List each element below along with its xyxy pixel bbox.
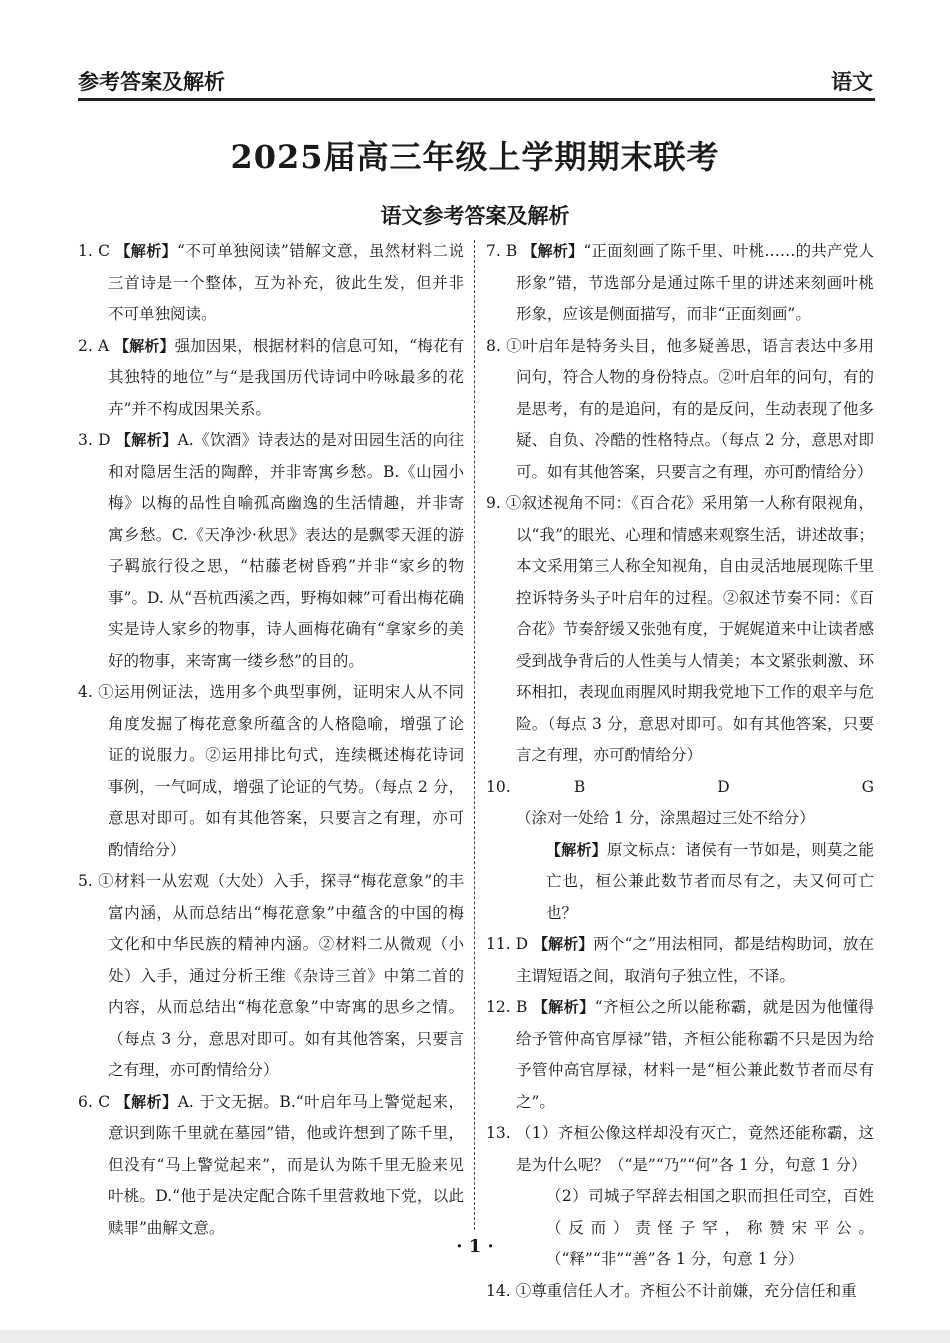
answer-text: “不可单独阅读”错解文意，虽然材料二说三首诗是一个整体，互为补充，彼此生发，但并非不可单独阅读。 — [108, 242, 464, 323]
answer-text: ①叙述视角不同：《百合花》采用第一人称有限视角，以“我”的眼光、心理和情感来观察生活，讲述故事；本文采用第三人称全知视角，自由灵活地展现陈千里控诉特务头子叶启年的过程。②叙述节奏不同：《百合花》节奏舒缓又张弛有度，于娓娓道来中让读者感受到战争背后的人性美与人情美；本文紧张刺激、环环相扣，表现血雨腥风时期我党地下工作的艰辛与危险。（每点 3 分，意思对即可。如有其他答案，只要言之有理，亦可酌情给分） — [505, 494, 874, 764]
answer-prefix: 2. A — [78, 336, 115, 355]
answer-item-14 — [486, 1276, 874, 1308]
page-header — [78, 62, 875, 101]
answer-text: ①材料一从宏观（大处）入手，探寻“梅花意象”的丰富内涵，从而总结出“梅花意象”中蕴含的中国的梅文化和中华民族的精神内涵。②材料二从微观（小处）入手，通过分析王维《杂诗三首》中第二首的内容，从而总结出“梅花意象”中寄寓的思乡之情。（每点 3 分，意思对即可。如有其他答案，只要言之有理，亦可酌情给分） — [98, 872, 464, 1079]
page-number: · 1 · — [456, 1236, 494, 1257]
answer-text: ①尊重信任人才。齐桓公不计前嫌，充分信任和重 — [515, 1281, 857, 1300]
answer-prefix: 1. C — [78, 242, 116, 260]
analysis-tag: 【解析】 — [115, 1092, 178, 1111]
answer-prefix: 6. C — [78, 1092, 116, 1111]
answer-text: “正面刻画了陈千里、叶桃……的共产党人形象”错，节选部分是通过陈千里的讲述来刻画叶桃形象，应该是侧面描写，而非“正面刻画”。 — [516, 242, 874, 323]
answer-prefix: 5. — [78, 872, 99, 890]
answer-sub-text: （2）司城子罕辞去相国之职而担任司空，百姓（反而）责怪子罕，称赞宋平公。（“释”“非”“善”各 1 分，句意 1 分） — [546, 1187, 874, 1268]
answer-text: A. 于文无据。B.“叶启年马上警觉起来，意识到陈千里就在墓园”错，他或许想到了陈千里，但没有“马上警觉起来”，而是认为陈千里无脸来见叶桃。D.“他于是决定配合陈千里营救地下党，以此赎罪”曲解文意。 — [108, 1092, 464, 1237]
analysis-tag: 【解析】 — [546, 840, 607, 859]
analysis-tag: 【解析】 — [115, 242, 178, 260]
answer-text: 两个“之”用法相同，都是结构助词，放在主谓短语之间，取消句子独立性，不译。 — [516, 935, 874, 985]
answer-prefix: 7. B — [486, 242, 523, 260]
answer-prefix: 14. — [486, 1281, 516, 1300]
answer-text: （涂对一处给 1 分，涂黑超过三处不给分） — [516, 809, 815, 827]
answer-text: ①运用例证法，选用多个典型事例，证明宋人从不同角度发掘了梅花意象所蕴含的人格隐喻，增强了论证的说服力。②运用排比句式，连续概述梅花诗词事例，一气呵成，增强了论证的气势。（每点 2 分，意思对即可。如有其他答案，只要言之有理，亦可酌情给分） — [98, 683, 464, 859]
answer-item-5 — [78, 866, 464, 1087]
answer-prefix: 13. — [486, 1124, 516, 1142]
answer-item-11 — [486, 929, 874, 992]
answer-prefix: 11. D — [486, 935, 534, 953]
answer-item-4 — [78, 677, 464, 866]
answer-item-8 — [486, 331, 874, 489]
answer-text: ①叶启年是特务头目，他多疑善思，语言表达中多用问句，符合人物的身份特点。②叶启年的问句，有的是思考，有的是追问，有的是反问，生动表现了他多疑、自负、冷酷的性格特点。（每点 2 分，意思对即可。如有其他答案，只要言之有理，亦可酌情给分） — [506, 336, 874, 481]
answer-prefix: 3. D — [78, 431, 116, 449]
answer-item-1 — [78, 236, 464, 331]
analysis-tag: 【解析】 — [114, 336, 175, 355]
answer-text: “齐桓公之所以能称霸，就是因为他懂得给予管仲高官厚禄”错，齐桓公能称霸不只是因为给予管仲高官厚禄，材料一是“桓公兼此数节者而尽有之”。 — [516, 998, 874, 1111]
answer-item-7 — [486, 236, 874, 331]
analysis-tag: 【解析】 — [533, 935, 594, 953]
analysis-tag: 【解析】 — [532, 998, 595, 1016]
page-subtitle: 语文参考答案及解析 — [380, 204, 570, 228]
answer-subtext — [516, 835, 874, 930]
column-divider — [474, 240, 475, 1230]
answer-item-2 — [78, 331, 464, 426]
answer-prefix: 9. — [486, 494, 506, 512]
bottom-strip — [0, 1330, 950, 1343]
answer-prefix: 10. B D G — [486, 777, 874, 796]
answer-prefix: 4. — [78, 683, 99, 701]
answer-text: 强加因果，根据材料的信息可知，“梅花有其独特的地位”与“是我国历代诗词中吟咏最多的花卉”并不构成因果关系。 — [108, 336, 464, 418]
answer-item-9 — [486, 488, 874, 772]
answer-item-10 — [486, 772, 874, 930]
right-column — [486, 236, 874, 1300]
left-column — [78, 236, 464, 1236]
answer-text: A.《饮酒》诗表达的是对田园生活的向往和对隐居生活的陶醉，并非寄寓乡愁。B.《山园小梅》以梅的品性自喻孤高幽逸的生活情趣，并非寄寓乡愁。C.《天净沙·秋思》表达的是飘零天涯的游子羁旅行役之思，“枯藤老树昏鸦”并非“家乡的物事”。D. 从“吾杭西溪之西，野梅如棘”可看出梅花确实是诗人家乡的物事，诗人画梅花确有“拿家乡的美好的物事，来寄寓一缕乡愁”的目的。 — [108, 431, 464, 670]
answer-text: （1）齐桓公像这样却没有灭亡，竟然还能称霸，这是为什么呢？（“是”“乃”“何”各 1 分，句意 1 分） — [515, 1124, 874, 1174]
answer-item-12 — [486, 992, 874, 1118]
page-title: 2025届高三年级上学期期末联考 — [230, 138, 720, 176]
answer-prefix: 12. B — [486, 998, 533, 1016]
answer-item-3 — [78, 425, 464, 677]
answer-sub-text: 原文标点：诸侯有一节如是，则莫之能亡也，桓公兼此数节者而尽有之，夫又何可亡也？ — [546, 840, 874, 922]
analysis-tag: 【解析】 — [522, 242, 584, 260]
analysis-tag: 【解析】 — [115, 431, 178, 449]
header-subject-label: 语文 — [831, 70, 873, 94]
answer-prefix: 8. — [486, 336, 507, 355]
answer-item-6 — [78, 1087, 464, 1245]
header-left-label: 参考答案及解析 — [78, 70, 225, 94]
